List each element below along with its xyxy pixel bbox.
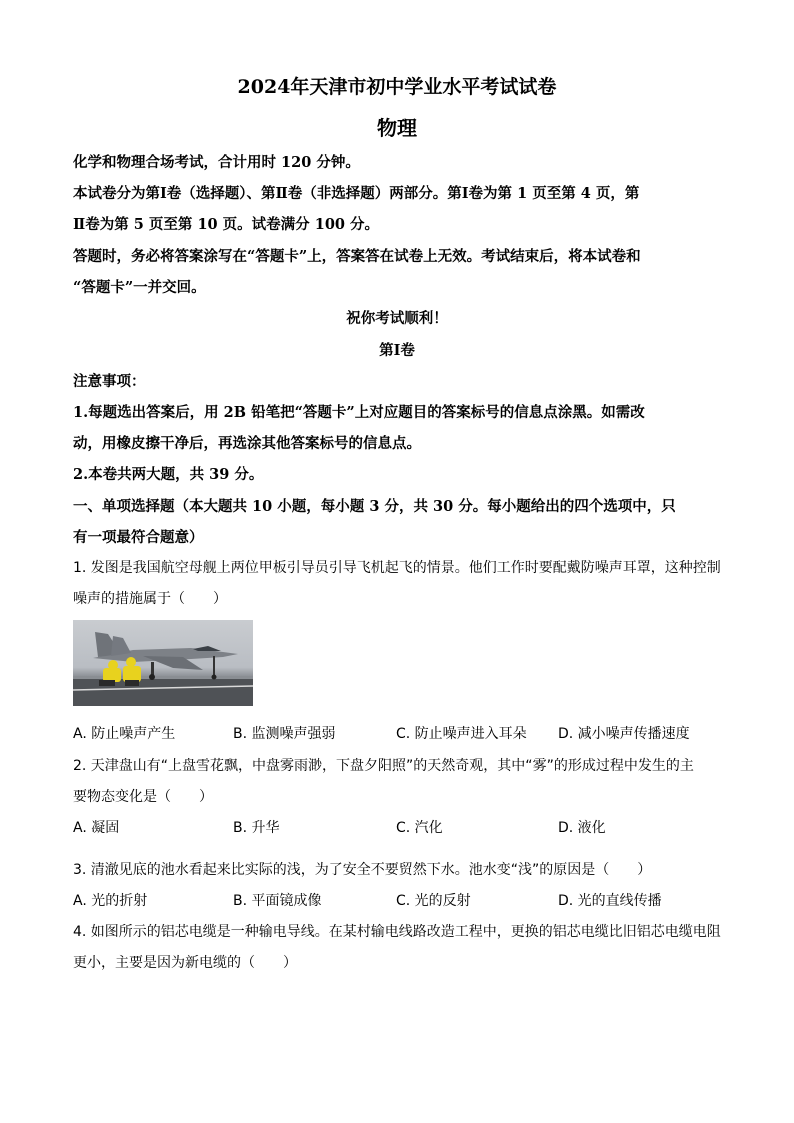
question-2-option-a: A. 凝固 xyxy=(73,820,120,836)
fighter-jet-illustration xyxy=(73,620,253,706)
question-4-stem-2: 更小，主要是因为新电缆的（ ） xyxy=(73,955,297,971)
carrier-deck-photo xyxy=(73,620,253,706)
question-3-stem-1: 3. 清澈见底的池水看起来比实际的浅，为了安全不要贸然下水。池水变“浅”的原因是（ ） xyxy=(73,862,652,878)
exam-title: 2024年天津市初中学业水平考试试卷 xyxy=(237,76,557,98)
question-4-stem-1: 4. 如图所示的铝芯电缆是一种输电导线。在某村输电线路改造工程中，更换的铝芯电缆比旧铝芯电缆电阻 xyxy=(73,924,721,940)
question-1-option-b: B. 监测噪声强弱 xyxy=(233,726,336,742)
note-2: 2.本卷共两大题，共 39 分。 xyxy=(73,466,264,483)
question-1-option-c: C. 防止噪声进入耳朵 xyxy=(396,726,527,742)
question-3-option-a: A. 光的折射 xyxy=(73,893,148,909)
note-1a: 1.每题选出答案后，用 2B 铅笔把“答题卡”上对应题目的答案标号的信息点涂黑。如需改 xyxy=(73,404,645,421)
question-2-option-b: B. 升华 xyxy=(233,820,280,836)
subject-title: 物理 xyxy=(377,116,417,140)
intro-line-3a: 答题时，务必将答案涂写在“答题卡”上，答案答在试卷上无效。考试结束后，将本试卷和 xyxy=(73,248,641,265)
question-2-option-d: D. 液化 xyxy=(558,820,606,836)
question-2-stem-1: 2. 天津盘山有“上盘雪花飘，中盘雾雨渺，下盘夕阳照”的天然奇观，其中“雾”的形成过程中发生的主 xyxy=(73,758,694,774)
question-3-option-d: D. 光的直线传播 xyxy=(558,893,662,909)
intro-line-2a: 本试卷分为第Ⅰ卷（选择题）、第Ⅱ卷（非选择题）两部分。第Ⅰ卷为第 1 页至第 4 页，第 xyxy=(73,185,640,202)
intro-line-2b: Ⅱ卷为第 5 页至第 10 页。试卷满分 100 分。 xyxy=(73,216,380,233)
good-luck-wish: 祝你考试顺利！ xyxy=(346,310,448,327)
question-2-option-c: C. 汽化 xyxy=(396,820,443,836)
part-one-heading: 第Ⅰ卷 xyxy=(379,342,415,359)
question-3-option-b: B. 平面镜成像 xyxy=(233,893,322,909)
intro-line-3b: “答题卡”一并交回。 xyxy=(73,279,206,296)
question-1-option-a: A. 防止噪声产生 xyxy=(73,726,176,742)
question-1-stem-1: 1. 发图是我国航空母舰上两位甲板引导员引导飞机起飞的情景。他们工作时要配戴防噪声耳罩，这种控制 xyxy=(73,560,721,576)
section-1-line-2: 有一项最符合题意） xyxy=(73,529,204,546)
question-2-stem-2: 要物态变化是（ ） xyxy=(73,789,213,805)
note-1b: 动，用橡皮擦干净后，再选涂其他答案标号的信息点。 xyxy=(73,435,421,452)
question-1-stem-2: 噪声的措施属于（ ） xyxy=(73,591,227,607)
question-1-option-d: D. 减小噪声传播速度 xyxy=(558,726,690,742)
question-3-option-c: C. 光的反射 xyxy=(396,893,471,909)
section-1-line-1: 一、单项选择题（本大题共 10 小题，每小题 3 分，共 30 分。每小题给出的四个选项中，只 xyxy=(73,498,676,515)
notes-heading: 注意事项： xyxy=(73,373,146,390)
intro-line-1: 化学和物理合场考试，合计用时 120 分钟。 xyxy=(73,154,360,171)
